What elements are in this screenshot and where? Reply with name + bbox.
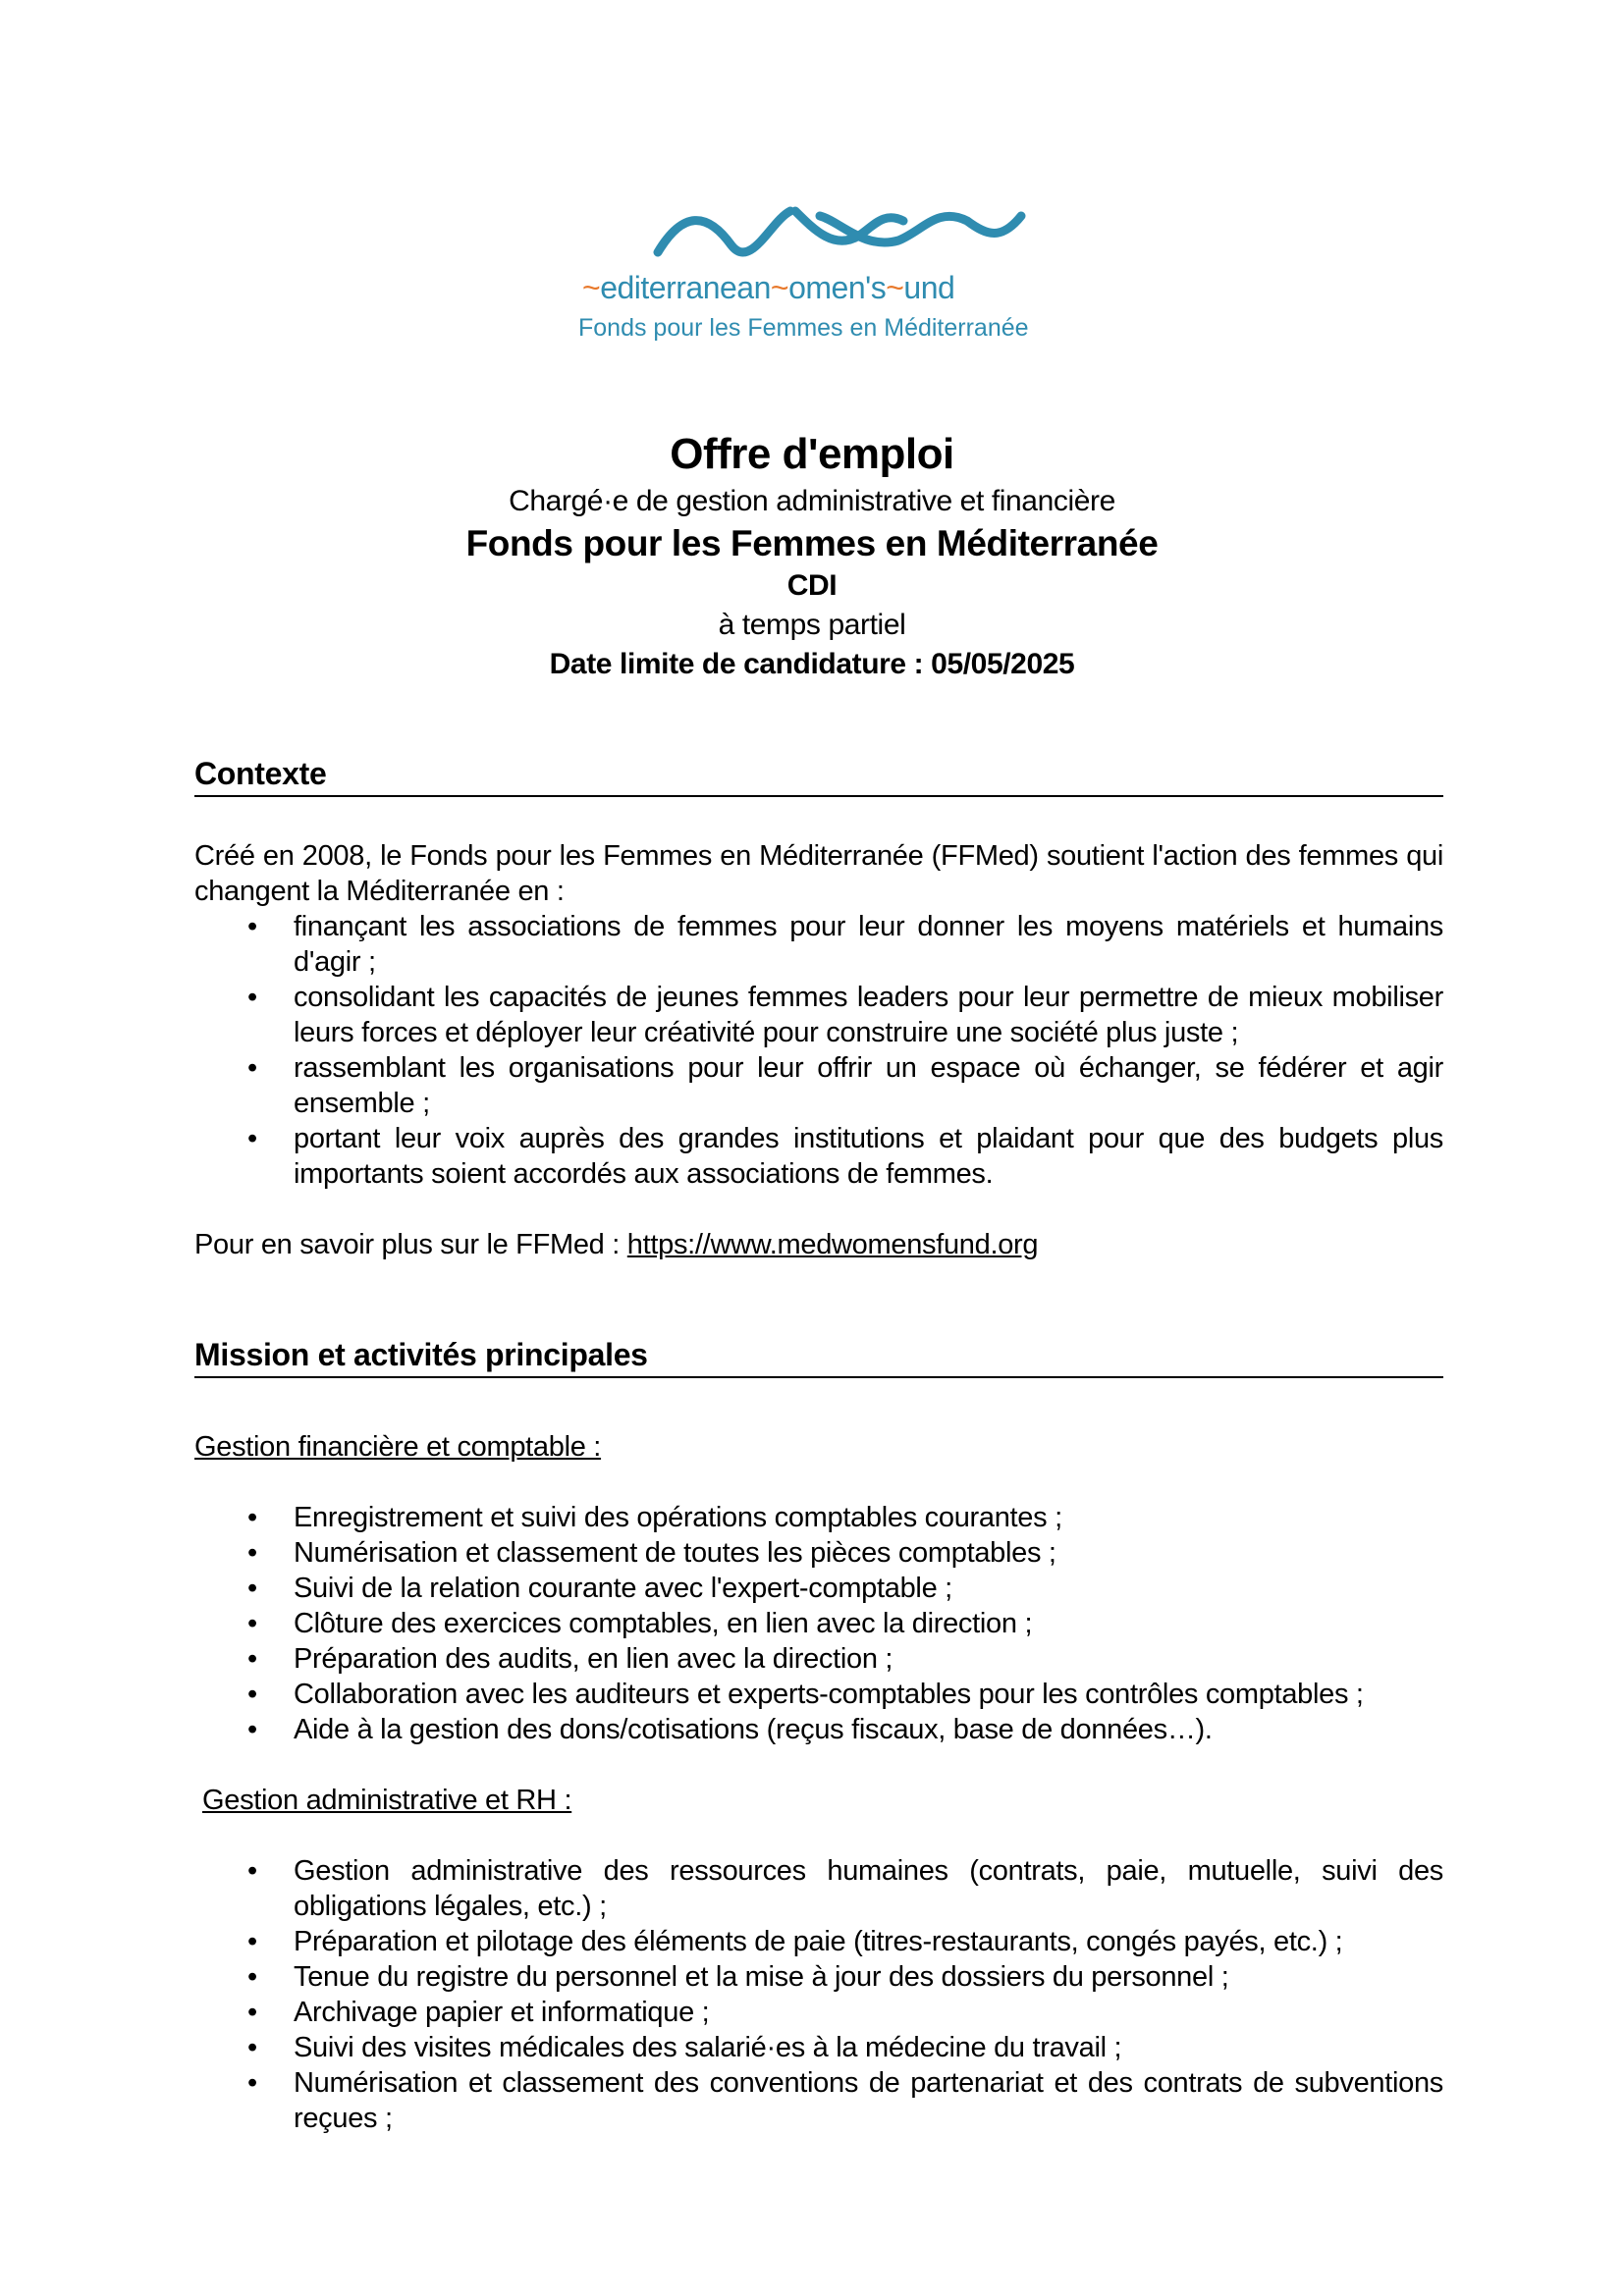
page-title: Offre d'emploi: [670, 430, 954, 478]
document-body: [194, 756, 1443, 2136]
bullet-icon: •: [247, 1714, 257, 1745]
admin-list: [194, 1853, 1443, 2136]
bullet-icon: •: [247, 1855, 257, 1887]
list-item: • finançant les associations de femmes pour leur donner les moyens matériels et humains d'agir ;: [247, 911, 1443, 978]
list-item: • Enregistrement et suivi des opérations comptables courantes ;: [247, 1502, 1062, 1533]
list-item: • Clôture des exercices comptables, en lien avec la direction ;: [247, 1608, 1033, 1639]
list-item: • Tenue du registre du personnel et la mise à jour des dossiers du personnel ;: [247, 1961, 1229, 1993]
wave-logo-icon: [574, 201, 1065, 280]
more-info-line: [194, 1227, 1443, 1262]
bullet-icon: •: [247, 1537, 257, 1569]
bullet-icon: •: [247, 2032, 257, 2063]
contract-type: CDI: [786, 569, 838, 602]
bullet-icon: •: [247, 2067, 257, 2099]
more-info-label: Pour en savoir plus sur le FFMed :: [194, 1229, 627, 1260]
list-item: • Collaboration avec les auditeurs et experts-comptables pour les contrôles comptables ;: [247, 1679, 1364, 1710]
bullet-icon: •: [247, 982, 257, 1013]
subheading-admin: Gestion administrative et RH :: [202, 1785, 572, 1816]
work-schedule: à temps partiel: [718, 609, 906, 641]
bullet-icon: •: [247, 1643, 257, 1675]
subheading-finance: Gestion financière et comptable :: [194, 1431, 602, 1463]
job-position: Chargé·e de gestion administrative et financière: [509, 485, 1115, 517]
list-item: • Aide à la gestion des dons/cotisations (reçus fiscaux, base de données…).: [247, 1714, 1213, 1745]
bullet-icon: •: [247, 1502, 257, 1533]
section-heading-mission: Mission et activités principales: [194, 1337, 1443, 1378]
bullet-icon: •: [247, 1123, 257, 1154]
list-item: • rassemblant les organisations pour leur offrir un espace où échanger, se fédérer et agir ensemble ;: [247, 1052, 1443, 1119]
logo-subtitle: Fonds pour les Femmes en Méditerranée: [578, 314, 1029, 342]
bullet-icon: •: [247, 1608, 257, 1639]
list-item: • portant leur voix auprès des grandes institutions et plaidant pour que des budgets plus importants soient accordés aux associations de femmes.: [247, 1123, 1443, 1190]
job-header: [0, 427, 1624, 684]
logo-wordmark: ~editerranean~omen's~und: [582, 270, 955, 305]
bullet-icon: •: [247, 1573, 257, 1604]
section-heading-contexte: Contexte: [194, 756, 1443, 797]
list-item: • Archivage papier et informatique ;: [247, 1997, 710, 2028]
list-item: • consolidant les capacités de jeunes femmes leaders pour leur permettre de mieux mobiliser leurs forces et déployer leur créativité pour construire une société plus juste ;: [247, 982, 1443, 1048]
website-link[interactable]: https://www.medwomensfund.org: [626, 1229, 1039, 1260]
list-item: • Numérisation et classement de toutes les pièces comptables ;: [247, 1537, 1056, 1569]
list-item: • Préparation et pilotage des éléments de paie (titres-restaurants, congés payés, etc.) ;: [247, 1926, 1343, 1957]
organization-logo: [574, 201, 1065, 348]
contexte-intro: Créé en 2008, le Fonds pour les Femmes en Méditerranée (FFMed) soutient l'action des femmes qui changent la Méditerranée en :: [194, 840, 1443, 907]
list-item: • Préparation des audits, en lien avec la direction ;: [247, 1643, 893, 1675]
bullet-icon: •: [247, 911, 257, 942]
bullet-icon: •: [247, 1997, 257, 2028]
bullet-icon: •: [247, 1926, 257, 1957]
finance-list: [194, 1500, 1443, 1747]
application-deadline: Date limite de candidature : 05/05/2025: [549, 648, 1075, 680]
contexte-list: [194, 909, 1443, 1192]
bullet-icon: •: [247, 1679, 257, 1710]
list-item: • Suivi des visites médicales des salarié·es à la médecine du travail ;: [247, 2032, 1122, 2063]
list-item: • Gestion administrative des ressources humaines (contrats, paie, mutuelle, suivi des obligations légales, etc.) ;: [247, 1855, 1443, 1922]
list-item: • Numérisation et classement des conventions de partenariat et des contrats de subventions reçues ;: [247, 2067, 1443, 2134]
organization-name: Fonds pour les Femmes en Méditerranée: [465, 523, 1159, 563]
bullet-icon: •: [247, 1052, 257, 1084]
bullet-icon: •: [247, 1961, 257, 1993]
list-item: • Suivi de la relation courante avec l'expert-comptable ;: [247, 1573, 952, 1604]
